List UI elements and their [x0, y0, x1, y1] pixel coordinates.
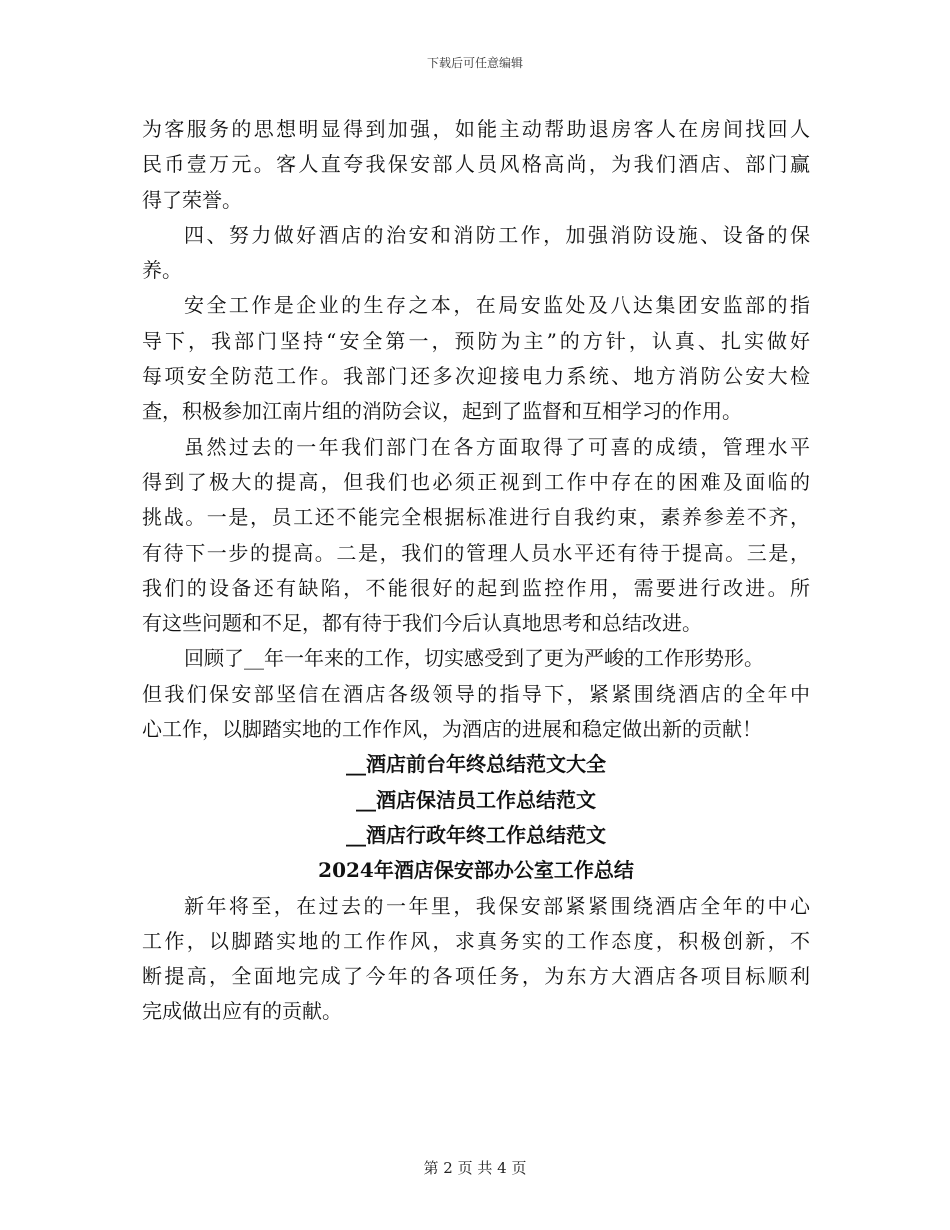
body-line: 民币壹万元。客人直夸我保安部人员风格高尚，为我们酒店、部门赢 — [142, 152, 810, 177]
body-line: 虽然过去的一年我们部门在各方面取得了可喜的成绩，管理水平 — [184, 434, 810, 459]
body-line: 为客服务的思想明显得到加强，如能主动帮助退房客人在房间找回人 — [142, 117, 810, 141]
body-line: 挑战。一是，员工还不能完全根据标准进行自我约束，素养参差不齐， — [142, 505, 810, 530]
body-line: 得了荣誉。 — [142, 187, 242, 212]
article-title: 2024年酒店保安部办公室工作总结 — [318, 858, 634, 883]
related-article-title[interactable]: __酒店保洁员工作总结范文 — [356, 787, 596, 812]
body-line: 但我们保安部坚信在酒店各级领导的指导下，紧紧围绕酒店的全年中 — [142, 681, 810, 706]
body-line: 心工作，以脚踏实地的工作作风，为酒店的进展和稳定做出新的贡献！ — [142, 717, 762, 742]
document-body — [142, 112, 810, 1030]
body-line: 断提高，全面地完成了今年的各项任务，为东方大酒店各项目标顺利 — [142, 964, 810, 989]
body-line: 回顾了__年一年来的工作，切实感受到了更为严峻的工作形势形。 — [184, 646, 764, 671]
related-article-title[interactable]: __酒店前台年终总结范文大全 — [346, 752, 606, 777]
body-line: 工作，以脚踏实地的工作作风，求真务实的工作态度，积极创新，不 — [142, 928, 810, 953]
body-line: 新年将至，在过去的一年里，我保安部紧紧围绕酒店全年的中心 — [184, 893, 810, 918]
body-line: 导下，我部门坚持“安全第一，预防为主”的方针，认真、扎实做好 — [142, 328, 810, 353]
body-line: 完成做出应有的贡献。 — [142, 999, 342, 1024]
body-line: 有待下一步的提高。二是，我们的管理人员水平还有待于提高。三是， — [142, 540, 810, 565]
body-line: 有这些问题和不足，都有待于我们今后认真地思考和总结改进。 — [142, 611, 702, 636]
page-header-note: 下载后可任意编辑 — [426, 56, 523, 70]
body-line: 养。 — [142, 258, 182, 283]
body-line: 查，积极参加江南片组的消防会议，起到了监督和互相学习的作用。 — [142, 399, 742, 424]
body-line: 安全工作是企业的生存之本，在局安监处及八达集团安监部的指 — [184, 293, 810, 318]
section-heading-line: 四、努力做好酒店的治安和消防工作，加强消防设施、设备的保 — [184, 222, 810, 247]
body-line: 得到了极大的提高，但我们也必须正视到工作中存在的困难及面临的 — [142, 469, 810, 494]
body-line: 每项安全防范工作。我部门还多次迎接电力系统、地方消防公安大检 — [142, 364, 810, 389]
body-line: 我们的设备还有缺陷，不能很好的起到监控作用，需要进行改进。所 — [142, 575, 810, 600]
related-article-title[interactable]: __酒店行政年终工作总结范文 — [346, 822, 606, 847]
page-number: 第 2 页 共 4 页 — [423, 1159, 527, 1177]
